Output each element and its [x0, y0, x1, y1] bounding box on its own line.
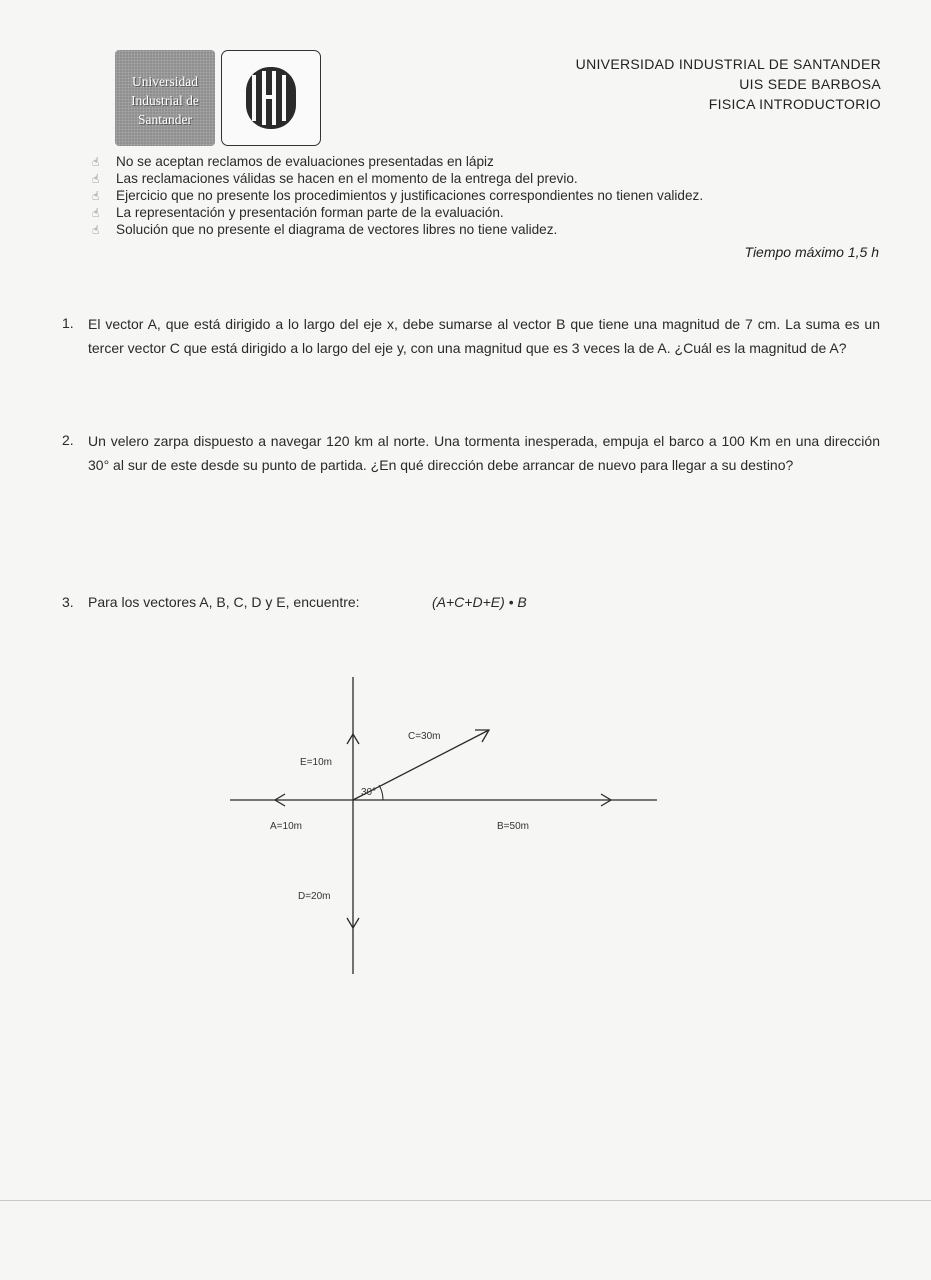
rule-item	[92, 188, 703, 203]
uis-emblem	[221, 50, 321, 146]
label-c: C=30m	[408, 731, 441, 742]
uis-emblem-icon	[222, 51, 319, 144]
rule-item	[92, 171, 578, 186]
rule-text: No se aceptan reclamos de evaluaciones presentadas en lápiz	[116, 154, 494, 169]
label-d: D=20m	[298, 891, 331, 902]
question-3-number: 3.	[62, 594, 74, 610]
rule-item	[92, 205, 504, 220]
question-2-number: 2.	[62, 432, 74, 448]
question-3-formula: (A+C+D+E) • B	[432, 594, 527, 610]
rule-item	[92, 154, 494, 169]
campus-name: UIS SEDE BARBOSA	[739, 76, 881, 92]
logo-line-1: Universidad	[132, 74, 198, 89]
label-e: E=10m	[300, 757, 332, 768]
course-name: FISICA INTRODUCTORIO	[708, 96, 881, 112]
hand-bullet-icon: ☝	[92, 206, 100, 220]
rule-text: Las reclamaciones válidas se hacen en el momento de la entrega del previo.	[116, 171, 578, 186]
label-b: B=50m	[497, 821, 529, 832]
logo-line-3: Santander	[138, 112, 192, 127]
question-2-text: Un velero zarpa dispuesto a navegar 120 km al norte. Una tormenta inesperada, empuja el barco a 100 Km en una dirección 30° al sur de este desde su punto de partida. ¿En qué dirección debe arrancar de nuevo para llegar a su destino?	[88, 433, 880, 473]
hand-bullet-icon: ☝	[92, 223, 100, 237]
page-edge-divider	[0, 1200, 931, 1201]
label-angle: 30°	[361, 787, 377, 798]
hand-bullet-icon: ☝	[92, 189, 100, 203]
logo-line-2: Industrial de	[131, 93, 199, 108]
hand-bullet-icon: ☝	[92, 155, 100, 169]
question-3-text: Para los vectores A, B, C, D y E, encuentre:	[88, 594, 360, 610]
label-a: A=10m	[270, 821, 302, 832]
hand-bullet-icon: ☝	[92, 172, 100, 186]
rule-text: Ejercicio que no presente los procedimientos y justificaciones correspondientes no tienen validez.	[116, 188, 704, 203]
rule-text: Solución que no presente el diagrama de vectores libres no tiene validez.	[116, 222, 558, 237]
time-limit: Tiempo máximo 1,5 h	[744, 244, 879, 260]
university-logo	[115, 50, 215, 146]
question-1-number: 1.	[62, 315, 74, 331]
question-1-text: El vector A, que está dirigido a lo largo del eje x, debe sumarse al vector B que tiene una magnitud de 7 cm. La suma es un tercer vector C que está dirigido a lo largo del eje y, con una magnitud que es 3 veces la de A. ¿Cuál es la magnitud de A?	[88, 316, 880, 356]
university-name: UNIVERSIDAD INDUSTRIAL DE SANTANDER	[575, 56, 881, 72]
rule-item	[92, 222, 557, 237]
angle-arc	[379, 785, 383, 800]
rule-text: La representación y presentación forman parte de la evaluación.	[116, 205, 504, 220]
